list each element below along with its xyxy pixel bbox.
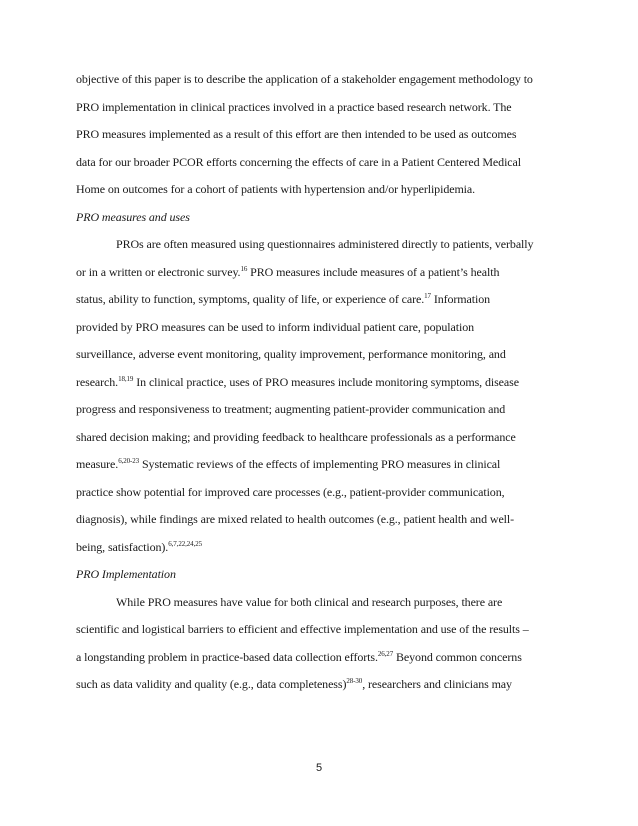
text-line: measure.$^{6,20-23}$ Systematic reviews of the effects of implementing PRO measures in clinical xyxy=(76,457,501,471)
text-line: or in a written or electronic survey.$^{16}$ PRO measures include measures of a patient’s health xyxy=(76,264,500,279)
page-number: 5 xyxy=(315,762,323,774)
section-heading: PRO Implementation xyxy=(76,567,176,581)
citation: 18,19 xyxy=(118,374,134,383)
text-line: diagnosis), while findings are mixed related to health outcomes (e.g., patient health and well- xyxy=(76,512,515,526)
text-line: research.$^{18,19}$ In clinical practice, uses of PRO measures include monitoring symptoms, disease xyxy=(76,374,519,389)
text-line: progress and responsiveness to treatment; augmenting patient-provider communication and xyxy=(76,402,506,416)
text-line: shared decision making; and providing feedback to healthcare professionals as a performance xyxy=(76,429,516,444)
section-heading: PRO measures and uses xyxy=(76,209,190,224)
citation: 16 xyxy=(240,264,248,273)
text-line: PROs are often measured using questionnaires administered directly to patients, verbally xyxy=(116,237,534,251)
text-line: surveillance, adverse event monitoring, quality improvement, performance monitoring, and xyxy=(76,347,506,361)
text-line: being, satisfaction).$^{6,7,22,24,25}$ xyxy=(76,539,203,554)
text-line: PRO measures implemented as a result of this effort are then intended to be used as outcomes xyxy=(76,127,517,141)
text-line: objective of this paper is to describe the application of a stakeholder engagement methodology to xyxy=(76,72,533,86)
text-line: a longstanding problem in practice-based data collection efforts.$^{26,27}$ Beyond common concerns xyxy=(76,649,522,664)
text-line: practice show potential for improved care processes (e.g., patient-provider communication, xyxy=(76,484,505,499)
text-line: PRO implementation in clinical practices involved in a practice based research network. The xyxy=(76,99,512,114)
citation: 17 xyxy=(424,292,431,300)
text-line: scientific and logistical barriers to efficient and effective implementation and use of the results – xyxy=(76,622,529,636)
citation: 28-30 xyxy=(346,677,363,685)
citation: 6,20-23 xyxy=(118,457,140,465)
citation: 6,7,22,24,25 xyxy=(168,539,203,548)
text-line: such as data validity and quality (e.g., data completeness)$^{28-30}$, researchers and clinicians may xyxy=(76,677,512,691)
citation: 26,27 xyxy=(377,649,394,658)
text-line: status, ability to function, symptoms, quality of life, or experience of care.$^{17}$ Information xyxy=(76,292,491,306)
text-line: provided by PRO measures can be used to inform individual patient care, population xyxy=(76,319,475,334)
text-line: data for our broader PCOR efforts concerning the effects of care in a Patient Centered Medical xyxy=(76,154,521,169)
text-line: Home on outcomes for a cohort of patients with hypertension and/or hyperlipidemia. xyxy=(76,182,476,196)
text-line: While PRO measures have value for both clinical and research purposes, there are xyxy=(116,594,503,609)
